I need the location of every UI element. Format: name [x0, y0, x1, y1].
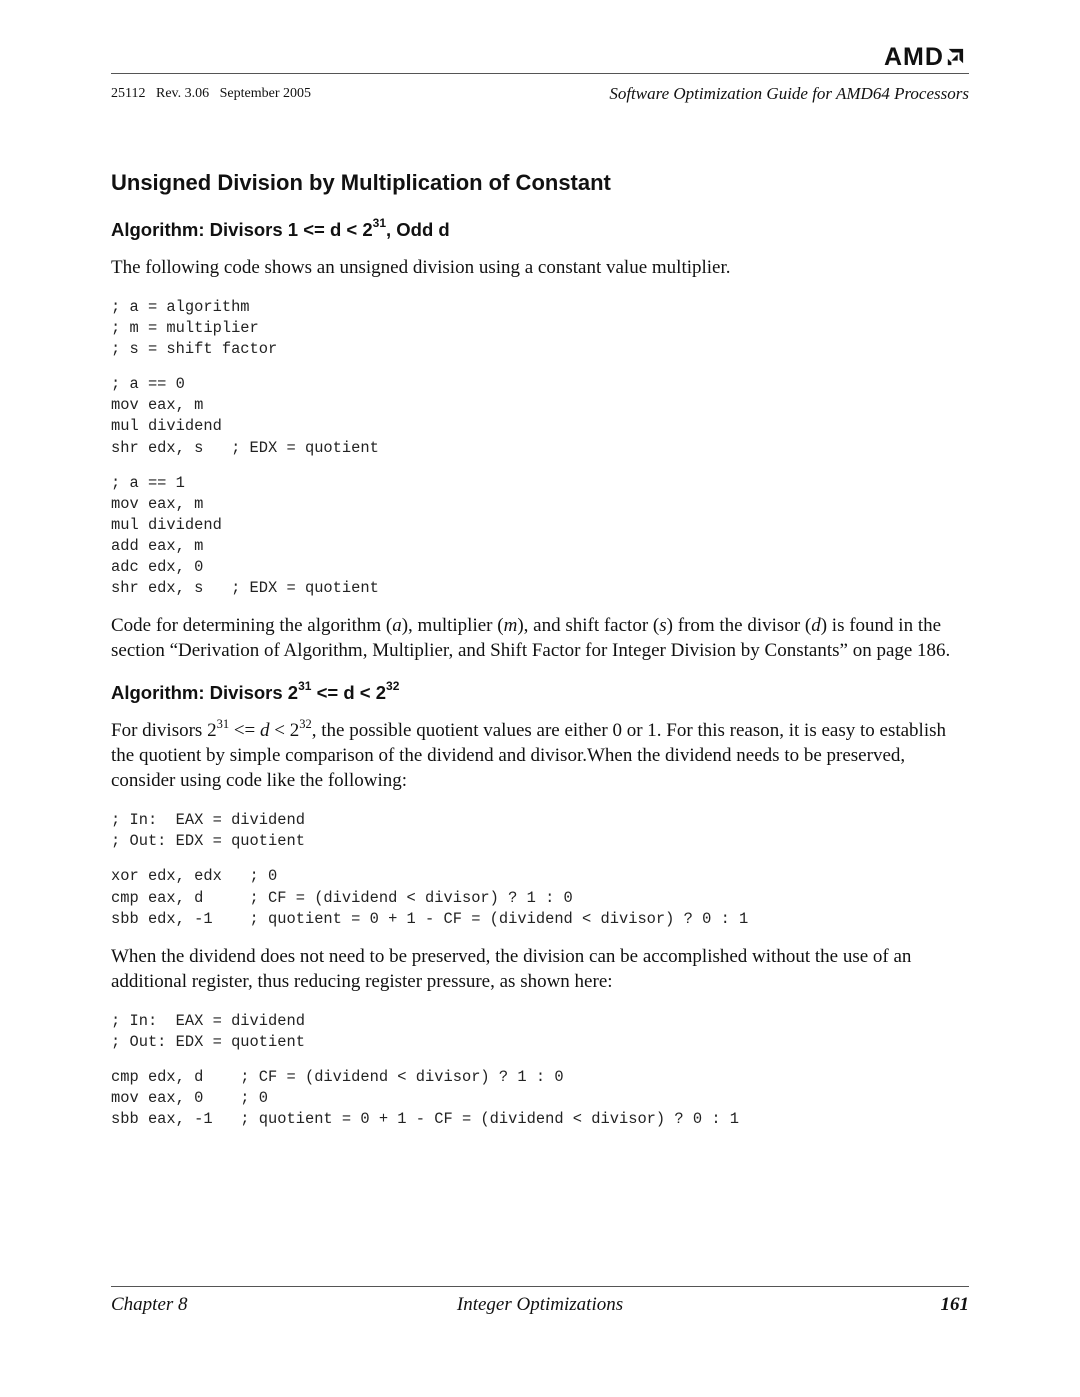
doc-info: 25112 Rev. 3.06 September 2005: [111, 86, 311, 101]
footer-chapter-title: Integer Optimizations: [456, 1294, 624, 1315]
text: ), and shift factor (: [517, 615, 660, 637]
heading-text: , Odd d: [386, 219, 450, 240]
code-block-io-comments: ; In: EAX = dividend ; Out: EDX = quotient: [111, 811, 305, 851]
main-content: [111, 168, 969, 1144]
algorithm-2-heading: [111, 680, 969, 706]
text: ), multiplier (: [401, 615, 504, 637]
header-rule: [111, 73, 969, 74]
var-s: s: [659, 615, 667, 637]
code-block-a0: ; a == 0 mov eax, m mul dividend shr edx, s ; EDX = quotient: [111, 375, 379, 457]
code-block-io-comments-2: ; In: EAX = dividend ; Out: EDX = quotient: [111, 1011, 305, 1051]
heading-exponent: 31: [372, 216, 387, 230]
text: ) is found in the section “Derivation of Algorithm, Multiplier, and Shift Factor for Integer Division by Constants” on page 186.: [111, 615, 951, 662]
text: , the possible quotient values are either 0 or 1. For this reason, it is easy to establish the quotient by simple comparison of the dividend and divisor.When the dividend needs to be preserved, consider using code like the following:: [111, 720, 946, 792]
heading-text: Algorithm: Divisors 2: [111, 682, 299, 704]
logo-text: AMD: [884, 42, 944, 71]
heading-text: <= d < 2: [311, 682, 387, 704]
footer-chapter: Chapter 8: [111, 1294, 188, 1315]
footer-rule: [111, 1286, 969, 1287]
algorithm-1-explanation: [111, 613, 969, 663]
text: Code for determining the algorithm (: [111, 615, 393, 637]
doc-title: Software Optimization Guide for AMD64 Processors: [609, 84, 969, 103]
text: ) from the divisor (: [666, 615, 812, 637]
code-block-preserve: xor edx, edx ; 0 cmp eax, d ; CF = (dividend < divisor) ? 1 : 0 sbb edx, -1 ; quotient = 0 + 1 - CF = (dividend < divisor) ? 0 : 1: [111, 867, 749, 928]
var-d: d: [260, 720, 270, 742]
algorithm-2-explanation: When the dividend does not need to be preserved, the division can be accomplished without the use of an additional register, thus reducing register pressure, as shown here:: [111, 945, 912, 992]
algorithm-1-heading: [111, 217, 969, 243]
var-m: m: [503, 615, 518, 637]
amd-arrow-logo-icon: [946, 47, 964, 67]
amd-logo: [884, 42, 964, 72]
page-number: 161: [940, 1294, 969, 1315]
heading-text: Algorithm: Divisors 1 <= d < 2: [111, 219, 373, 240]
text: For divisors 2: [111, 720, 217, 742]
text: < 2: [269, 720, 300, 742]
algorithm-2-intro: [111, 718, 969, 793]
text: <=: [229, 720, 261, 742]
exponent: 32: [299, 717, 312, 732]
var-d: d: [811, 615, 821, 637]
code-block-comments: ; a = algorithm ; m = multiplier ; s = shift factor: [111, 298, 278, 359]
code-block-a1: ; a == 1 mov eax, m mul dividend add eax, m adc edx, 0 shr edx, s ; EDX = quotient: [111, 473, 379, 598]
code-block-no-preserve: cmp edx, d ; CF = (dividend < divisor) ? 1 : 0 mov eax, 0 ; 0 sbb eax, -1 ; quotient = 0 + 1 - CF = (dividend < divisor) ? 0 : 1: [111, 1067, 740, 1129]
heading-exponent: 32: [386, 679, 400, 694]
heading-exponent: 31: [298, 679, 312, 694]
exponent: 31: [216, 717, 230, 732]
section-title: Unsigned Division by Multiplication of Constant: [111, 170, 611, 195]
algorithm-1-intro: The following code shows an unsigned division using a constant value multiplier.: [111, 257, 731, 278]
var-a: a: [392, 615, 402, 637]
